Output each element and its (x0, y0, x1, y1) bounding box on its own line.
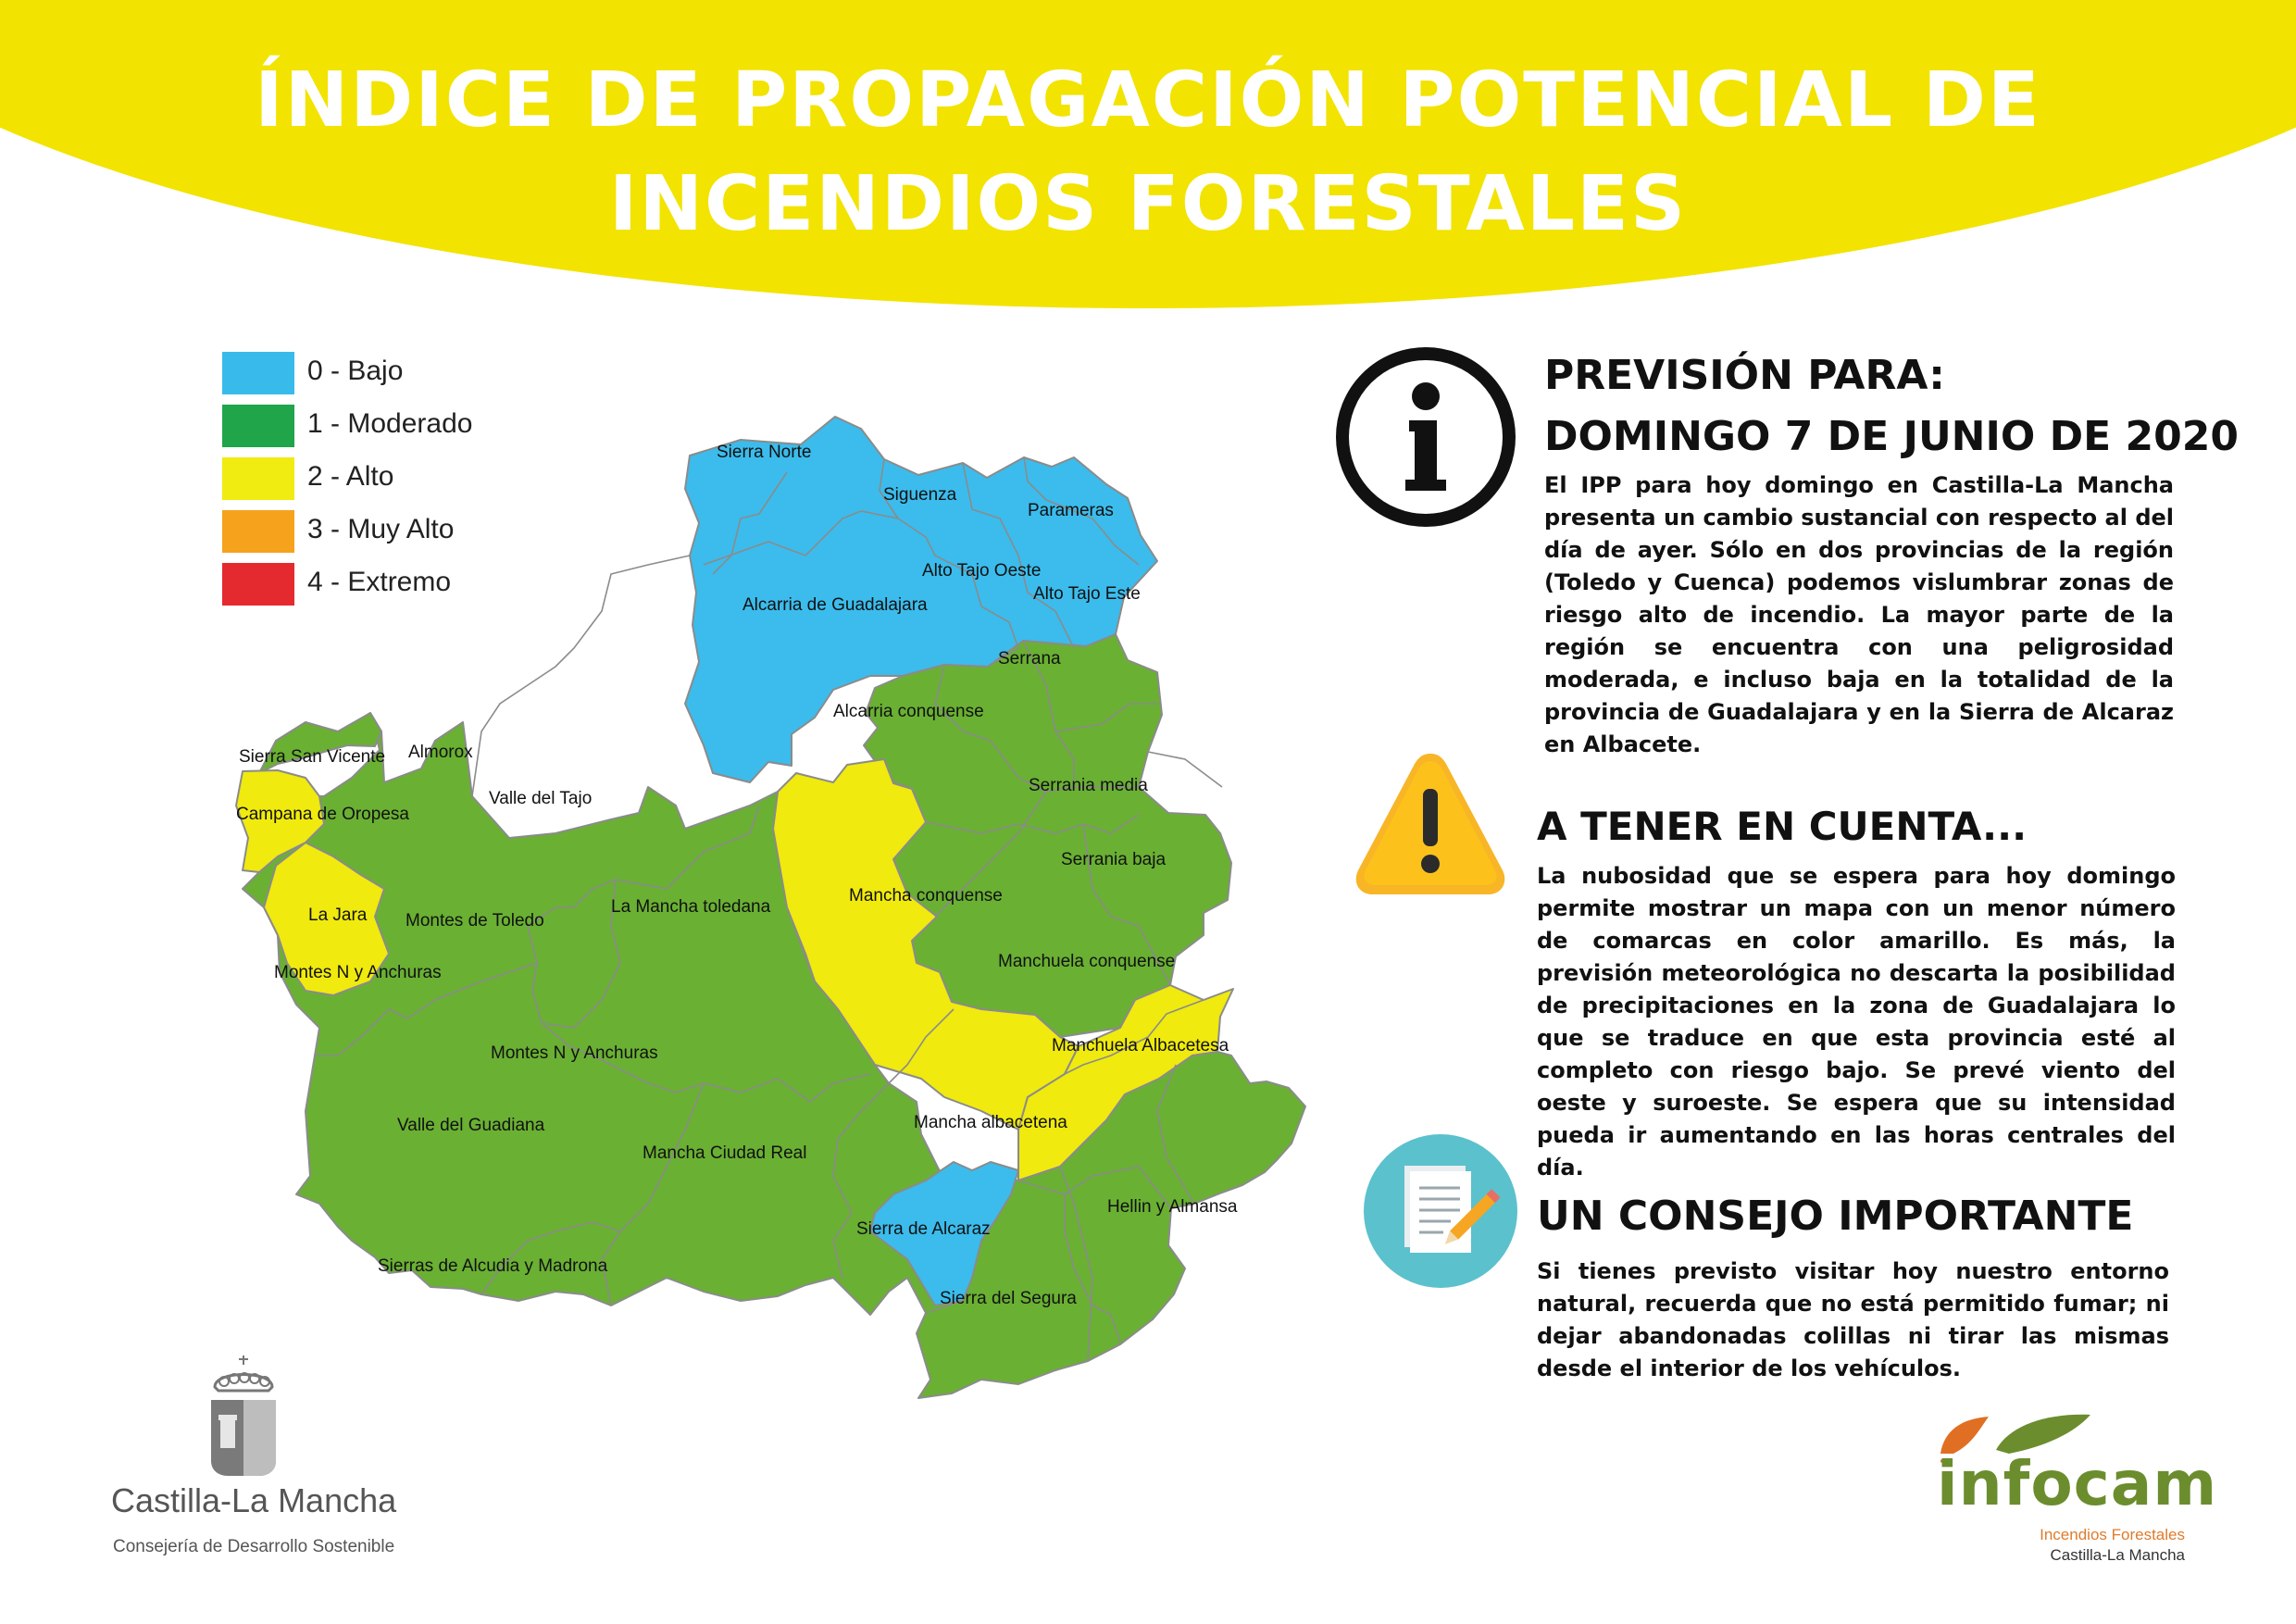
region-border (472, 556, 690, 796)
castilla-la-mancha-emblem (204, 1354, 278, 1480)
region-label: Sierra Norte (717, 443, 812, 462)
region-label: Valle del Tajo (489, 789, 593, 808)
region-label: Serrana (998, 649, 1061, 668)
region-label: Serrania baja (1061, 850, 1167, 869)
advice-heading: UN CONSEJO IMPORTANTE (1537, 1193, 2134, 1240)
region-label: Montes N y Anchuras (491, 1043, 658, 1063)
region-label: Almorox (408, 743, 473, 762)
legend-label: 4 - Extremo (307, 567, 452, 597)
region-label: Valle del Guadiana (397, 1116, 545, 1135)
region-label: Manchuela Albacetesa (1052, 1036, 1229, 1056)
forecast-text: El IPP para hoy domingo en Castilla-La Mancha presenta un cambio sustancial con respecto al del día de ayer. Sólo en dos provincias de la región (Toledo y Cuenca) podemos vislumbrar zonas de riesgo alto de incendio. La mayor parte de la región se encuentra con una peligrosidad moderada, e incluso baja en la totalidad de la provincia de Guadalajara y en la Sierra de Alcaraz en Albacete. (1544, 472, 2174, 757)
warning-icon (1347, 741, 1514, 907)
page-title-line1: ÍNDICE DE PROPAGACIÓN POTENCIAL DE (255, 56, 2041, 144)
region-label: Serrania media (1029, 776, 1148, 795)
forecast-date: DOMINGO 7 DE JUNIO DE 2020 (1544, 413, 2239, 460)
region-label: Montes de Toledo (406, 911, 544, 931)
page-title-line2: INCENDIOS FORESTALES (608, 160, 1688, 248)
document-edit-icon (1364, 1134, 1517, 1288)
notice-heading: A TENER EN CUENTA... (1537, 804, 2028, 849)
region-label: Alcarria de Guadalajara (742, 595, 928, 615)
info-icon (1333, 344, 1518, 530)
region-border (1148, 752, 1222, 787)
legend-label: 2 - Alto (307, 461, 394, 492)
region-label: Manchuela conquense (998, 952, 1176, 971)
notice-text: La nubosidad que se espera para hoy domingo permite mostrar un mapa con un menor número de comarcas en color amarillo. Es más, la previsión meteorológica no descarta la posibilidad de precipitaciones en la zona de Guadalajara lo que se traduce en que esta provincia esté al completo con riesgo bajo. Se prevé viento del oeste y suroeste. Se espera que su intensidad pueda ir aumentando en las horas centrales del día. (1537, 863, 2176, 1181)
region-label: Mancha albacetena (914, 1113, 1067, 1132)
infocam-subtitle: Incendios Forestales (2040, 1526, 2185, 1543)
region-label: Alto Tajo Oeste (922, 561, 1042, 581)
region-label: Campana de Oropesa (236, 805, 409, 824)
advice-text: Si tienes previsto visitar hoy nuestro entorno natural, recuerda que no está permitido fumar; ni dejar abandonadas colillas ni tirar las mismas desde el interior de los vehículos. (1537, 1258, 2169, 1381)
region-label: Sierra del Segura (940, 1289, 1077, 1308)
region-label: Montes N y Anchuras (274, 963, 442, 982)
legend-label: 0 - Bajo (307, 356, 404, 386)
region-label: Alcarria conquense (833, 702, 984, 721)
region-label: Alto Tajo Este (1033, 584, 1141, 604)
region-label: Sierra de Alcaraz (856, 1219, 991, 1239)
region-label: Mancha Ciudad Real (643, 1143, 807, 1163)
region-label: Siguenza (883, 485, 957, 505)
infocam-region: Castilla-La Mancha (2050, 1546, 2185, 1564)
region-label: Parameras (1028, 501, 1114, 520)
region-label: La Mancha toledana (611, 897, 771, 917)
legend-label: 1 - Moderado (307, 408, 473, 439)
region-label: Mancha conquense (849, 886, 1003, 906)
consejeria-name: Consejería de Desarrollo Sostenible (113, 1537, 395, 1556)
region-label: Sierra San Vicente (239, 747, 386, 767)
infocam-wordmark: infocam (1937, 1448, 2218, 1519)
region-label: La Jara (308, 906, 368, 925)
castilla-la-mancha-name: Castilla-La Mancha (111, 1481, 397, 1519)
region-label: Hellin y Almansa (1107, 1197, 1238, 1217)
forecast-heading: PREVISIÓN PARA: (1544, 352, 1945, 399)
region-label: Sierras de Alcudia y Madrona (378, 1256, 608, 1276)
legend-label: 3 - Muy Alto (307, 514, 455, 544)
